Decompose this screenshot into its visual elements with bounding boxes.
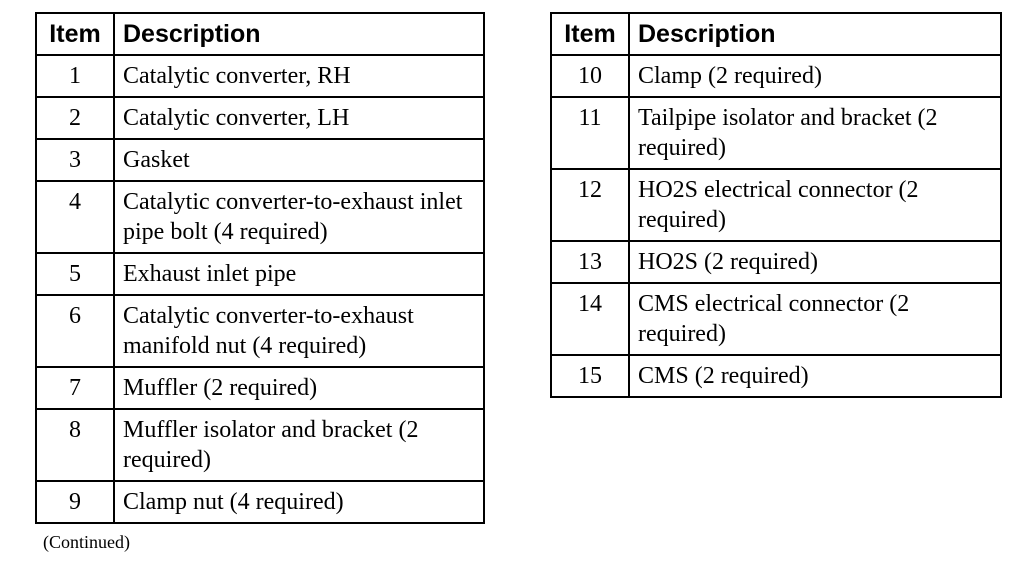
description-cell: Exhaust inlet pipe [114, 253, 484, 295]
description-cell: Catalytic converter-to-exhaust manifold nut (4 required) [114, 295, 484, 367]
table-row [551, 283, 1001, 355]
item-number-cell: 13 [551, 241, 629, 283]
table-row [551, 97, 1001, 169]
parts-table-left [35, 12, 485, 524]
table-row [36, 181, 484, 253]
item-column-header: Item [551, 13, 629, 55]
item-number-cell: 15 [551, 355, 629, 397]
table-row [551, 55, 1001, 97]
table-row [36, 97, 484, 139]
table-row [551, 355, 1001, 397]
table-header-row [551, 13, 1001, 55]
description-cell: Muffler isolator and bracket (2 required) [114, 409, 484, 481]
description-cell: CMS electrical connector (2 required) [629, 283, 1001, 355]
item-number-cell: 8 [36, 409, 114, 481]
item-number-cell: 12 [551, 169, 629, 241]
description-cell: Clamp (2 required) [629, 55, 1001, 97]
table-header-row [36, 13, 484, 55]
table-row [36, 409, 484, 481]
continued-note: (Continued) [43, 532, 130, 552]
table-body [551, 55, 1001, 397]
description-cell: Gasket [114, 139, 484, 181]
item-column-header: Item [36, 13, 114, 55]
table-row [36, 367, 484, 409]
table-row [551, 169, 1001, 241]
table-row [36, 139, 484, 181]
item-number-cell: 2 [36, 97, 114, 139]
table-row [36, 55, 484, 97]
description-cell: Catalytic converter-to-exhaust inlet pipe bolt (4 required) [114, 181, 484, 253]
description-cell: Clamp nut (4 required) [114, 481, 484, 523]
table-row [36, 253, 484, 295]
table-body [36, 55, 484, 523]
description-cell: Catalytic converter, LH [114, 97, 484, 139]
item-number-cell: 3 [36, 139, 114, 181]
description-cell: Tailpipe isolator and bracket (2 required) [629, 97, 1001, 169]
description-column-header: Description [114, 13, 484, 55]
parts-table-right [550, 12, 1002, 398]
description-cell: Muffler (2 required) [114, 367, 484, 409]
item-number-cell: 11 [551, 97, 629, 169]
table-row [36, 295, 484, 367]
description-cell: CMS (2 required) [629, 355, 1001, 397]
table-row [551, 241, 1001, 283]
item-number-cell: 7 [36, 367, 114, 409]
item-number-cell: 5 [36, 253, 114, 295]
description-cell: HO2S electrical connector (2 required) [629, 169, 1001, 241]
item-number-cell: 1 [36, 55, 114, 97]
item-number-cell: 10 [551, 55, 629, 97]
item-number-cell: 9 [36, 481, 114, 523]
table-row [36, 481, 484, 523]
item-number-cell: 4 [36, 181, 114, 253]
description-cell: Catalytic converter, RH [114, 55, 484, 97]
description-column-header: Description [629, 13, 1001, 55]
description-cell: HO2S (2 required) [629, 241, 1001, 283]
item-number-cell: 6 [36, 295, 114, 367]
item-number-cell: 14 [551, 283, 629, 355]
